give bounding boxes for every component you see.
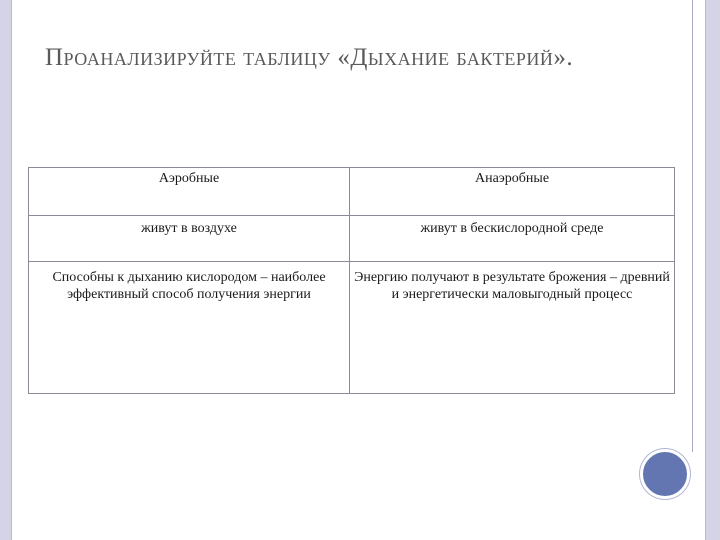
left-frame-line (11, 0, 12, 540)
cell-anaerobic-habitat: живут в бескислородной среде (350, 216, 675, 262)
cell-aerobic-habitat: живут в воздухе (29, 216, 350, 262)
cell-anaerobic-energy: Энергию получают в результате брожения – древний и энергетически маловыгодный процесс (350, 262, 675, 394)
header-aerobic: Аэробные (29, 168, 350, 216)
table-row (29, 262, 675, 394)
respiration-table (28, 167, 675, 394)
right-frame-bar (706, 0, 720, 540)
table-row (29, 216, 675, 262)
header-anaerobic: Анаэробные (350, 168, 675, 216)
slide-title: Проанализируйте таблицу «Дыхание бактерий». (45, 44, 574, 71)
decorative-circle (640, 449, 690, 499)
right-inner-line (692, 0, 693, 452)
table-header-row (29, 168, 675, 216)
cell-aerobic-energy: Способны к дыханию кислородом – наиболее эффективный способ получения энергии (29, 262, 350, 394)
left-frame-bar (0, 0, 11, 540)
